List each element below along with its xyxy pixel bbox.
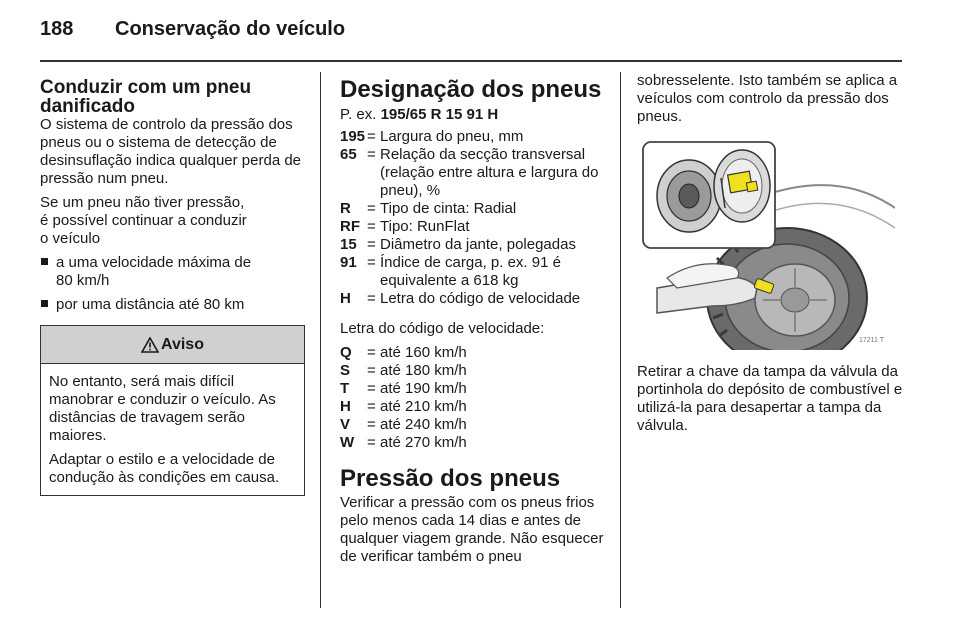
equals-sign: =	[367, 128, 376, 145]
definition-row	[340, 146, 606, 200]
tyre-designation-heading: Designação dos pneus	[340, 76, 602, 103]
warning-text-2: Adaptar o estilo e a velocidade de condução às condições em causa.	[49, 451, 280, 486]
definition-row	[340, 362, 606, 380]
warning-triangle-icon	[141, 337, 159, 353]
equals-sign: =	[367, 398, 376, 415]
definition-row	[340, 380, 606, 398]
figure-caption: Retirar a chave da tampa da válvula da portinhola do depósito de combustível e utilizá-la para desapertar a tampa da válvula.	[637, 363, 903, 434]
warning-title: Aviso	[161, 335, 204, 353]
continued-text: sobresselente. Isto também se aplica a veículos com controlo da pressão dos pneus.	[637, 72, 898, 125]
damaged-tyre-text: O sistema de controlo da pressão dos pneus ou o sistema de detecção de desinsuflação indica qualquer perda de pressão num pneu.	[40, 116, 302, 187]
definition-key: 91	[340, 254, 357, 271]
continue-line-2: é possível continuar a conduzir	[40, 212, 247, 229]
definition-key: 195	[340, 128, 366, 145]
list-item	[40, 254, 305, 290]
column-2	[340, 72, 606, 566]
bullet-text: por uma distância até 80 km	[56, 296, 245, 313]
equals-sign: =	[367, 380, 376, 397]
example-prefix: P. ex.	[340, 106, 381, 123]
header-rule	[40, 60, 902, 62]
definition-value: até 270 km/h	[380, 434, 467, 451]
equals-sign: =	[367, 254, 376, 271]
definition-value: Índice de carga, p. ex. 91 é equivalente a 618 kg	[380, 254, 561, 289]
definition-key: 15	[340, 236, 357, 253]
definition-value: até 180 km/h	[380, 362, 467, 379]
definition-row	[340, 254, 606, 290]
warning-body	[41, 364, 304, 495]
column-divider-2	[620, 72, 621, 608]
tyre-pressure-text: Verificar a pressão com os pneus frios pelo menos cada 14 dias e antes de qualquer viagem grande. Não esquecer de verificar também o pneu	[340, 494, 604, 565]
definition-value: Relação da secção transversal (relação entre altura e largura do pneu), %	[380, 146, 599, 199]
equals-sign: =	[367, 290, 376, 307]
bullet-marker	[40, 254, 56, 290]
column-3	[637, 72, 905, 435]
page-header	[40, 18, 345, 41]
speed-code-intro: Letra do código de velocidade:	[340, 320, 545, 337]
warning-box	[40, 325, 305, 496]
definition-row	[340, 416, 606, 434]
definition-key: RF	[340, 218, 360, 235]
definition-key: H	[340, 398, 351, 415]
definition-value: Tipo de cinta: Radial	[380, 200, 517, 217]
definition-value: Diâmetro da jante, polegadas	[380, 236, 576, 253]
definition-value: até 210 km/h	[380, 398, 467, 415]
bullet-marker	[40, 296, 56, 314]
list-item	[40, 296, 305, 314]
designation-list	[340, 128, 606, 308]
example-line	[340, 106, 606, 124]
equals-sign: =	[367, 218, 376, 235]
warning-text-1: No entanto, será mais difícil manobrar e conduzir o veículo. As distâncias de travagem serão maiores.	[49, 373, 276, 444]
equals-sign: =	[367, 200, 376, 217]
definition-value: até 240 km/h	[380, 416, 467, 433]
definition-row	[340, 434, 606, 452]
definition-row	[340, 398, 606, 416]
definition-value: até 160 km/h	[380, 344, 467, 361]
continue-driving-text	[40, 194, 305, 248]
definition-row	[340, 200, 606, 218]
definition-key: S	[340, 362, 351, 379]
equals-sign: =	[367, 362, 376, 379]
definition-key: R	[340, 200, 351, 217]
equals-sign: =	[367, 344, 376, 361]
speed-code-list	[340, 344, 606, 452]
bullet-text: a uma velocidade máxima de 80 km/h	[56, 254, 252, 289]
example-code: 195/65 R 15 91 H	[380, 106, 499, 123]
continue-line-1: Se um pneu não tiver pressão,	[40, 194, 245, 211]
definition-value: até 190 km/h	[380, 380, 467, 397]
valve-cap-illustration	[637, 138, 895, 350]
equals-sign: =	[367, 146, 376, 163]
definition-value: Largura do pneu, mm	[380, 128, 524, 145]
damaged-tyre-heading: Conduzir com um pneu danificado	[40, 77, 252, 117]
chapter-title: Conservação do veículo	[115, 18, 346, 40]
tyre-pressure-heading: Pressão dos pneus	[340, 465, 561, 492]
continue-line-3: o veículo	[40, 230, 101, 247]
equals-sign: =	[367, 434, 376, 451]
definition-value: Letra do código de velocidade	[380, 290, 581, 307]
definition-key: 65	[340, 146, 357, 163]
column-divider-1	[320, 72, 321, 608]
equals-sign: =	[367, 416, 376, 433]
column-1	[40, 72, 305, 496]
warning-header	[41, 326, 304, 364]
definition-key: H	[340, 290, 351, 307]
definition-row	[340, 290, 606, 308]
page-number: 188	[40, 18, 74, 40]
definition-key: T	[340, 380, 350, 397]
definition-row	[340, 218, 606, 236]
definition-value: Tipo: RunFlat	[380, 218, 470, 235]
definition-row	[340, 344, 606, 362]
definition-key: V	[340, 416, 351, 433]
definition-key: Q	[340, 344, 352, 361]
definition-row	[340, 236, 606, 254]
equals-sign: =	[367, 236, 376, 253]
figure-code: 17211 T	[859, 337, 885, 344]
definition-key: W	[340, 434, 355, 451]
definition-row	[340, 128, 606, 146]
